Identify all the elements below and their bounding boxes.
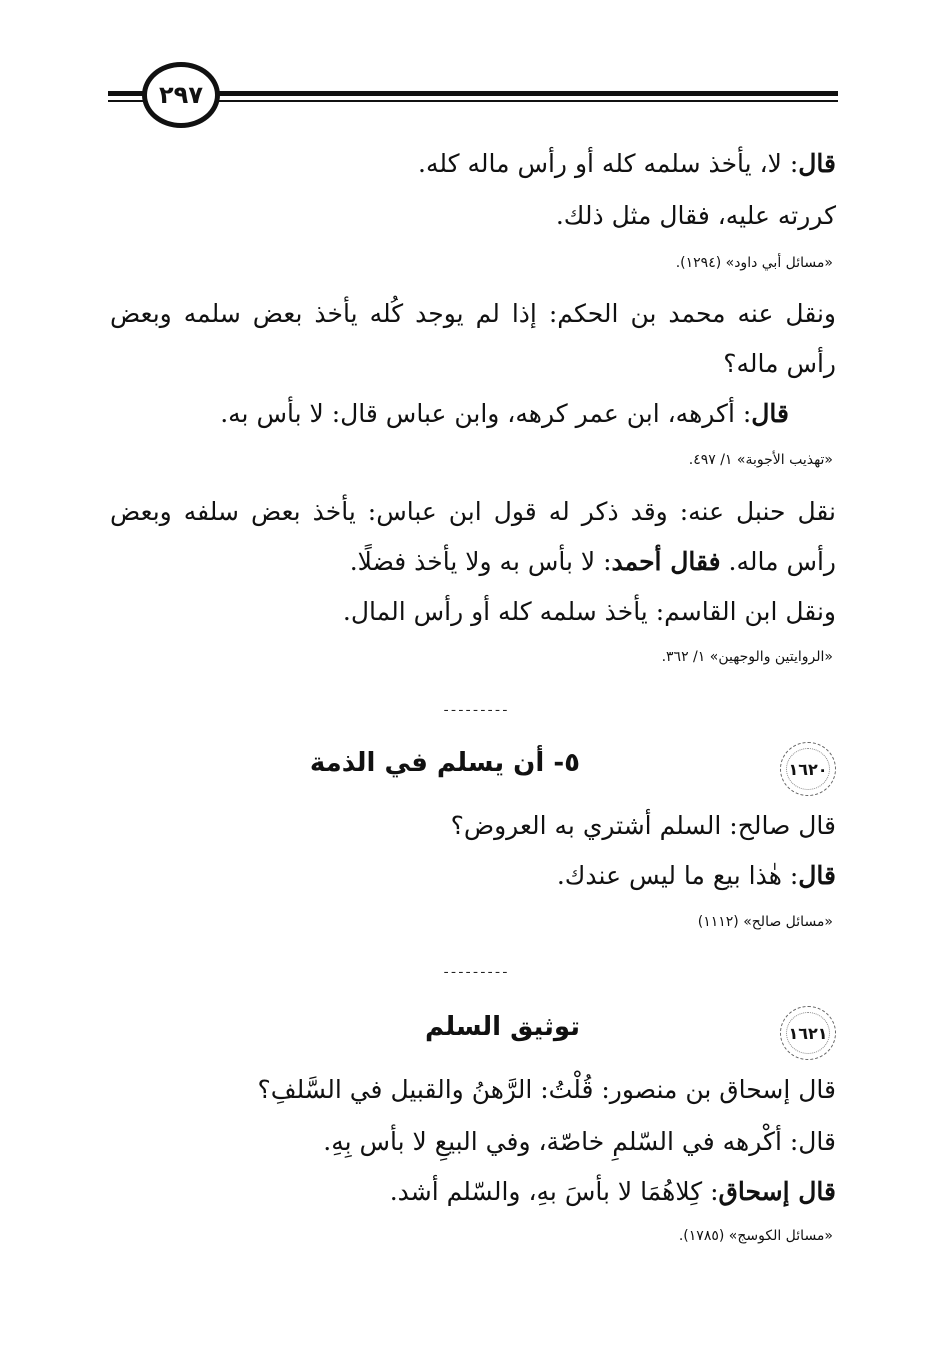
text-line: قال إسحاق بن منصور: قُلْتُ: الرَّهنُ والقبيل في السَّلفِ؟ [257, 1075, 836, 1104]
section-number: ١٦٢٠ [788, 759, 828, 779]
citation: «مسائل صالح» (١١١٢) [697, 914, 833, 930]
text-line [418, 144, 836, 184]
text-span: : أكرهه، ابن عمر كرهه، وابن عباس قال: لا بأس به. [220, 399, 752, 428]
page-header [108, 58, 838, 138]
header-rule-thick [218, 91, 838, 96]
speaker-label: قال [798, 861, 836, 890]
page-number: ٢٩٧ [159, 81, 203, 109]
text-line [220, 394, 789, 434]
section-title: توثيق السلم [424, 1012, 580, 1042]
section-heading [110, 1004, 836, 1064]
speaker-label: قال إسحاق [718, 1177, 836, 1206]
text-line [557, 856, 836, 896]
text-span: رأس ماله. [720, 547, 836, 576]
text-line [350, 542, 836, 582]
ornamental-divider: ـ ـ ـ ـ ـ ـ ـ ـ ـ [444, 700, 507, 714]
text-line: ونقل عنه محمد بن الحكم: إذا لم يوجد كُله يأخذ بعض سلمه وبعض [110, 299, 836, 328]
speaker-label: فقال أحمد [611, 547, 721, 576]
text-line: كررته عليه، فقال مثل ذلك. [555, 201, 836, 230]
section-number-medallion [780, 742, 836, 796]
text-span: : هٰذا بيع ما ليس عندك. [556, 861, 799, 890]
text-span: : لا بأس به ولا يأخذ فضلًا. [349, 547, 612, 576]
speaker-label: قال [798, 149, 836, 178]
section-title: ٥- أن يسلم في الذمة [309, 748, 580, 778]
text-line [390, 1172, 836, 1212]
text-span: : كِلاهُمَا لا بأسَ بهِ، والسّلم أشد. [389, 1177, 719, 1206]
text-line: ونقل ابن القاسم: يأخذ سلمه كله أو رأس المال. [342, 597, 836, 626]
section-number: ١٦٢١ [788, 1023, 828, 1043]
citation: «الروايتين والوجهين» ١/ ٣٦٢. [661, 649, 833, 665]
speaker-label: قال [751, 399, 789, 428]
citation: «تهذيب الأجوبة» ١/ ٤٩٧. [688, 452, 833, 468]
text-line: قال صالح: السلم أشتري به العروض؟ [450, 811, 836, 840]
header-rule-thin [218, 100, 838, 102]
citation: «مسائل الكوسج» (١٧٨٥). [678, 1228, 833, 1244]
text-span: : لا، يأخذ سلمه كله أو رأس ماله كله. [418, 149, 799, 178]
text-line: قال: أكْرهه في السّلمِ خاصّة، وفي البيعِ لا بأس بِهِ. [323, 1127, 836, 1156]
section-heading [110, 740, 836, 800]
page-number-badge [142, 62, 220, 128]
text-line: نقل حنبل عنه: وقد ذكر له قول ابن عباس: يأخذ بعض سلفه وبعض [110, 497, 836, 526]
citation: «مسائل أبي داود» (١٢٩٤). [675, 255, 833, 271]
text-line: رأس ماله؟ [723, 349, 836, 378]
section-number-medallion [780, 1006, 836, 1060]
ornamental-divider: ـ ـ ـ ـ ـ ـ ـ ـ ـ [444, 962, 507, 976]
